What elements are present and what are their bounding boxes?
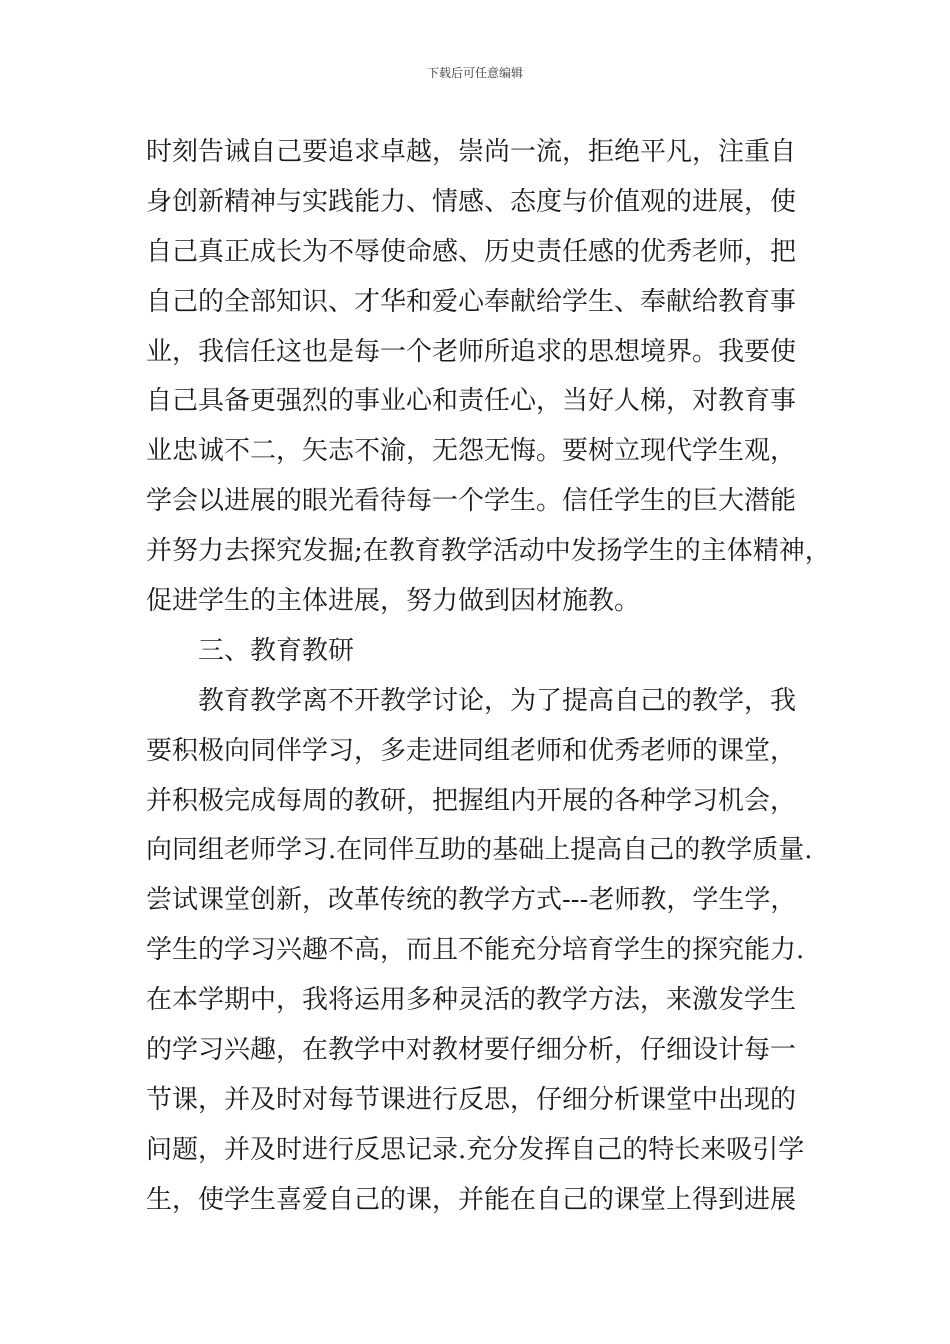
text-line: 尝试课堂创新，改革传统的教学方式---老师教，学生学， (146, 885, 797, 916)
text-line: 教育教学离不开教学讨论，为了提高自己的教学，我 (198, 685, 797, 716)
text-line: 自己真正成长为不辱使命感、历史责任感的优秀老师，把 (146, 236, 797, 267)
text-line: 促进学生的主体进展，努力做到因材施教。 (146, 586, 641, 617)
page-header: 下载后可任意编辑 (426, 66, 523, 80)
text-line: 的学习兴趣，在教学中对教材要仔细分析，仔细设计每一 (146, 1035, 797, 1066)
document-body (146, 128, 831, 1226)
text-line: 身创新精神与实践能力、情感、态度与价值观的进展，使 (146, 186, 797, 217)
text-line: 学生的学习兴趣不高，而且不能充分培育学生的探究能力. (146, 935, 805, 966)
text-line: 时刻告诫自己要追求卓越，崇尚一流，拒绝平凡，注重自 (146, 137, 797, 167)
text-line: 在本学期中，我将运用多种灵活的教学方法，来激发学生 (146, 985, 797, 1016)
text-line: 业忠诚不二，矢志不渝，无怨无悔。要树立现代学生观， (146, 436, 797, 467)
text-line: 学会以进展的眼光看待每一个学生。信任学生的巨大潜能 (146, 486, 797, 517)
text-line: 并积极完成每周的教研，把握组内开展的各种学习机会， (146, 785, 797, 816)
text-line: 生，使学生喜爱自己的课，并能在自己的课堂上得到进展 (146, 1184, 797, 1215)
text-line: 向同组老师学习.在同伴互助的基础上提高自己的教学质量. (146, 835, 813, 866)
text-line: 并努力去探究发掘;在教育教学活动中发扬学生的主体精神， (146, 536, 831, 567)
section-heading: 三、教育教研 (198, 635, 355, 666)
text-line: 问题，并及时进行反思记录.充分发挥自己的特长来吸引学 (146, 1134, 805, 1165)
text-line: 要积极向同伴学习，多走进同组老师和优秀老师的课堂， (146, 735, 797, 766)
text-line: 自己的全部知识、才华和爱心奉献给学生、奉献给教育事 (146, 286, 797, 317)
text-line: 节课，并及时对每节课进行反思，仔细分析课堂中出现的 (146, 1084, 797, 1115)
text-line: 业，我信任这也是每一个老师所追求的思想境界。我要使 (146, 336, 797, 367)
text-line: 自己具备更强烈的事业心和责任心，当好人梯，对教育事 (146, 386, 797, 417)
